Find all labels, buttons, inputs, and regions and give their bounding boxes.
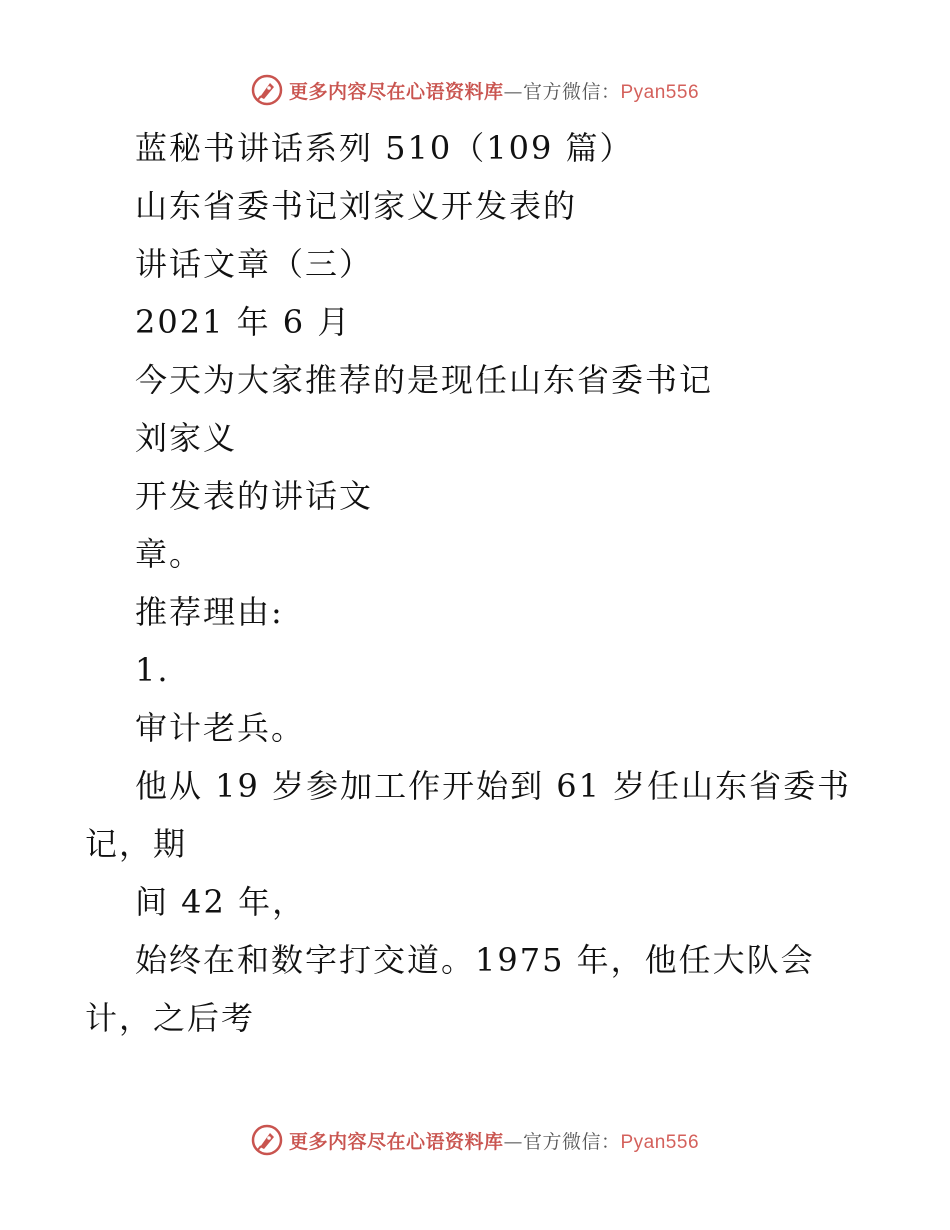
watermark-banner-bottom [0,1120,950,1160]
document-line: 刘家义 [135,419,238,457]
watermark-wechat-label: 官方微信： [522,1130,621,1153]
document-line: 今天为大家推荐的是现任山东省委书记 [135,361,714,399]
document-line: 间 42 年， [135,883,307,921]
watermark-main-text: 更多内容尽在心语资料库 [288,1130,504,1153]
watermark-banner-top [0,70,950,110]
document-line: 他从 19 岁参加工作开始到 61 岁任山东省委书 [135,767,852,805]
pen-nib-logo-icon [251,1124,283,1156]
document-line: 推荐理由: [135,593,284,631]
watermark-wechat-id: Pyan556 [620,1131,700,1153]
document-line: 记，期 [85,825,188,863]
watermark-wechat-label: 官方微信： [522,80,621,103]
watermark-separator: — [503,80,523,103]
document-line: 讲话文章（三） [135,245,374,283]
watermark-main-text: 更多内容尽在心语资料库 [288,80,504,103]
watermark-wechat-id: Pyan556 [620,81,700,103]
document-line: 2021 年 6 月 [135,303,352,341]
document-line: 审计老兵。 [135,709,306,747]
document-line: 章。 [135,535,204,573]
document-line: 山东省委书记刘家义开发表的 [135,187,578,225]
pen-nib-logo-icon [251,74,283,106]
document-line: 计，之后考 [85,999,256,1037]
document-line: 开发表的讲话文 [135,477,374,515]
document-line: 1. [135,651,170,689]
document-line: 始终在和数字打交道。1975 年，他任大队会 [135,941,815,979]
document-line: 蓝秘书讲话系列 510（109 篇） [135,129,634,167]
watermark-separator: — [503,1130,523,1153]
